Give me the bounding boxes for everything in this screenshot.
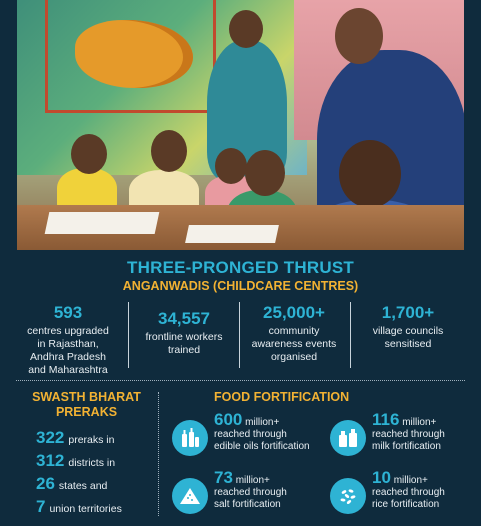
- list-item: 312 districts in: [36, 451, 116, 470]
- standing-woman-head: [229, 10, 263, 48]
- salt-pile-icon: [172, 478, 208, 514]
- stat-centres: [18, 303, 118, 377]
- column-divider: [158, 392, 159, 516]
- page-title: THREE-PRONGED THRUST: [127, 258, 354, 277]
- child-1-head: [71, 134, 107, 174]
- divider: [350, 302, 351, 368]
- teacher-head: [335, 8, 383, 64]
- list-item: 7 union territories: [36, 497, 122, 516]
- stat-councils: [358, 303, 458, 351]
- child-5-head: [339, 140, 401, 208]
- list-item: 322 preraks in: [36, 428, 115, 447]
- section-title-swasth-bharat: SWASTH BHARAT PRERAKS: [32, 390, 141, 419]
- stat-description: centres upgraded in Rajasthan, Andhra Pradesh and Maharashtra: [27, 325, 109, 376]
- divider: [239, 302, 240, 368]
- milk-cans-icon: [330, 420, 366, 456]
- list-item: 26 states and: [36, 474, 108, 493]
- hero-photo: [17, 0, 464, 250]
- notebook: [185, 225, 279, 243]
- stat-description: frontline workers trained: [145, 331, 223, 356]
- section-title-anganwadis: ANGANWADIS (CHILDCARE CENTRES): [122, 279, 359, 293]
- fortification-item-milk: 116 million+ reached through milk fortification: [372, 410, 445, 452]
- stat-workers: [136, 303, 232, 357]
- section-divider: [16, 380, 465, 381]
- stat-description: village councils sensitised: [372, 325, 444, 350]
- notebook: [45, 212, 160, 234]
- fortification-item-salt: 73 million+ reached through salt fortification: [214, 468, 287, 510]
- fortification-item-rice: 10 million+ reached through rice fortification: [372, 468, 445, 510]
- rice-grains-icon: [330, 478, 366, 514]
- edible-oil-bottles-icon: [172, 420, 208, 456]
- stat-description: community awareness events organised: [251, 325, 337, 363]
- child-2-head: [151, 130, 187, 172]
- section-title-food-fortification: FOOD FORTIFICATION: [214, 390, 350, 404]
- stat-number: 25,000+: [263, 303, 325, 322]
- child-3-head: [215, 148, 247, 184]
- divider: [128, 302, 129, 368]
- stat-number: 593: [53, 303, 83, 322]
- stat-number: 34,557: [158, 309, 210, 328]
- stat-events: [246, 303, 342, 364]
- child-4-head: [245, 150, 285, 196]
- fortification-item-oil: 600 million+ reached through edible oils fortification: [214, 410, 310, 452]
- stat-number: 1,700+: [381, 303, 435, 322]
